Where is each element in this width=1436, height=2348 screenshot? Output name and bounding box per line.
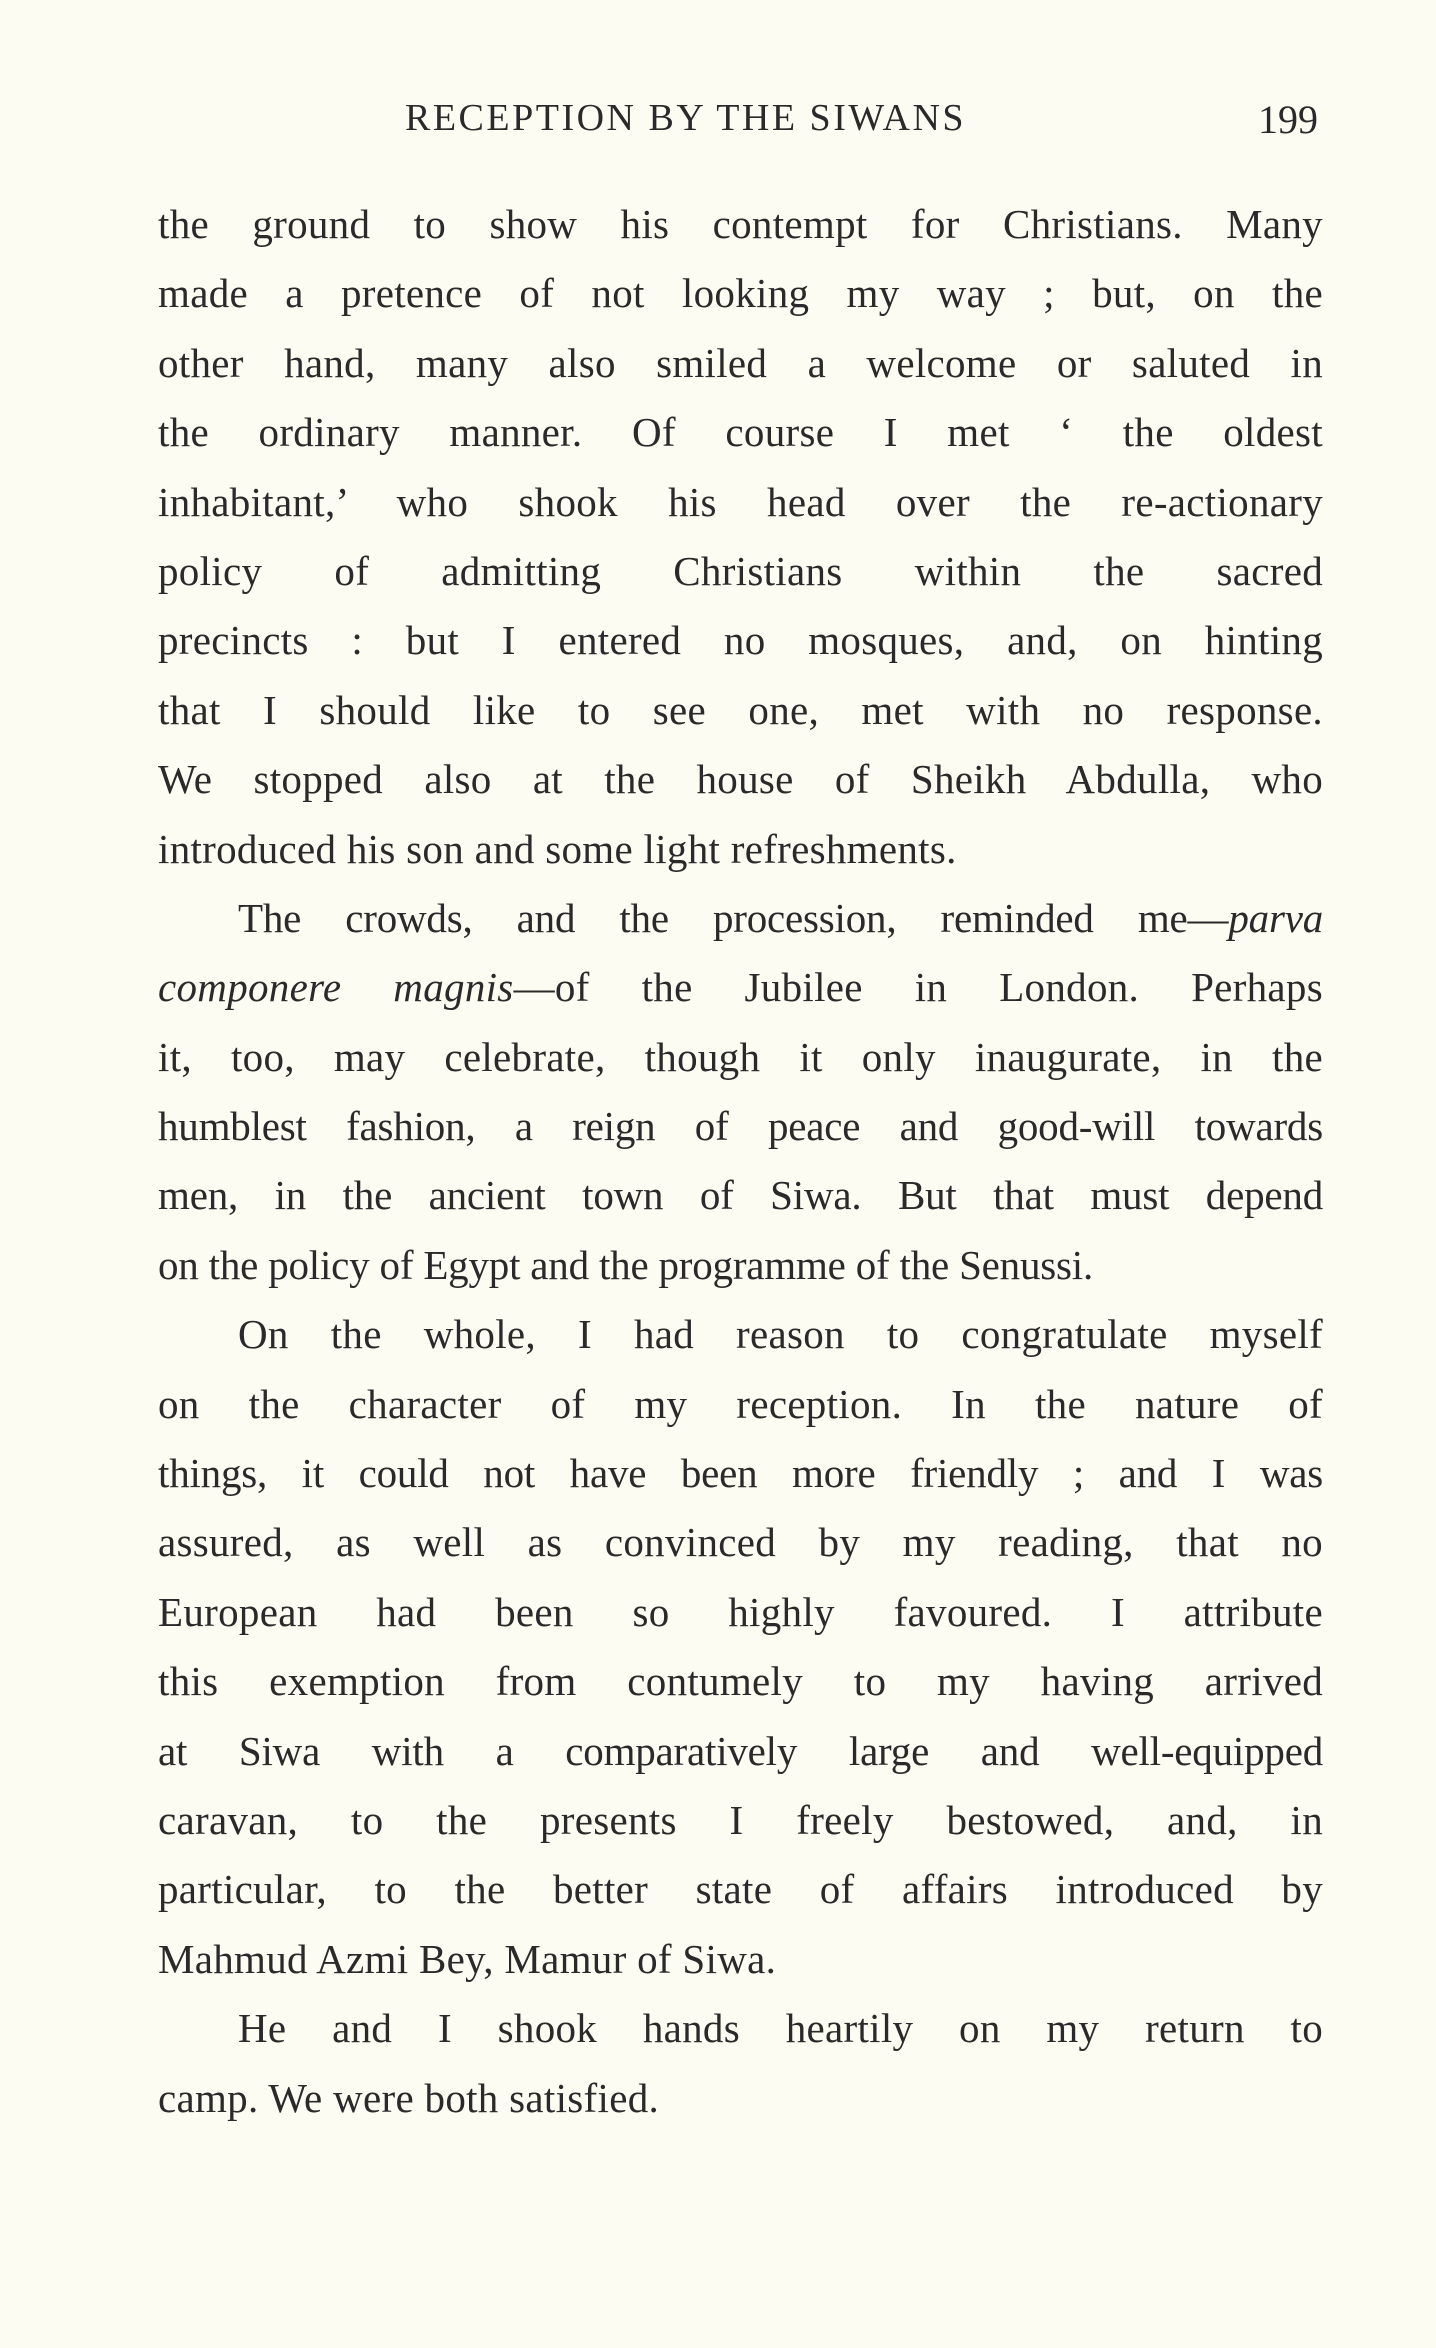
text-line	[158, 953, 1323, 1022]
text-line	[158, 884, 1323, 953]
italic-text: parva	[1228, 894, 1323, 941]
text-line: humblest fashion, a reign of peace and good-will towards	[158, 1103, 1323, 1150]
text-line: He and I shook hands heartily on my return to	[238, 2005, 1323, 2052]
text-line: the ordinary manner. Of course I met ‘ the oldest	[158, 409, 1323, 456]
text-line: on the policy of Egypt and the programme of the Senussi.	[158, 1241, 1094, 1288]
text-line: things, it could not have been more friendly ; and I was	[158, 1450, 1323, 1497]
text-line: European had been so highly favoured. I attribute	[158, 1588, 1323, 1635]
body-text	[158, 190, 1323, 2133]
text-line: that I should like to see one, met with no response.	[158, 686, 1323, 733]
text-run: —of the Jubilee in London. Perhaps	[513, 964, 1323, 1011]
text-line: policy of admitting Christians within the sacred	[158, 547, 1323, 594]
text-line: On the whole, I had reason to congratulate myself	[238, 1311, 1323, 1358]
text-line: inhabitant,’ who shook his head over the re-actionary	[158, 478, 1323, 525]
text-run: The crowds, and the procession, reminded me—	[238, 894, 1229, 941]
text-line: camp. We were both satisfied.	[158, 2074, 660, 2121]
running-title: RECEPTION BY THE SIWANS	[405, 97, 967, 139]
running-head	[0, 96, 1436, 156]
text-line: it, too, may celebrate, though it only inaugurate, in the	[158, 1033, 1323, 1080]
text-line: on the character of my reception. In the nature of	[158, 1380, 1323, 1427]
text-line: the ground to show his contempt for Christians. Many	[158, 201, 1323, 247]
page-number: 199	[1258, 97, 1318, 142]
text-line: introduced his son and some light refreshments.	[158, 825, 957, 872]
text-line: at Siwa with a comparatively large and well-equipped	[158, 1727, 1323, 1774]
text-line: We stopped also at the house of Sheikh Abdulla, who	[158, 756, 1323, 803]
italic-text: componere magnis	[158, 964, 514, 1011]
text-line: Mahmud Azmi Bey, Mamur of Siwa.	[158, 1935, 777, 1982]
text-line: this exemption from contumely to my having arrived	[158, 1658, 1323, 1705]
text-line: other hand, many also smiled a welcome or saluted in	[158, 339, 1323, 386]
text-line: particular, to the better state of affairs introduced by	[158, 1866, 1323, 1913]
text-line: made a pretence of not looking my way ; but, on the	[158, 270, 1323, 317]
text-line: caravan, to the presents I freely bestowed, and, in	[158, 1796, 1323, 1843]
text-line: assured, as well as convinced by my reading, that no	[158, 1519, 1323, 1566]
text-line: precincts : but I entered no mosques, and, on hinting	[158, 617, 1323, 664]
text-line: men, in the ancient town of Siwa. But that must depend	[158, 1172, 1323, 1219]
